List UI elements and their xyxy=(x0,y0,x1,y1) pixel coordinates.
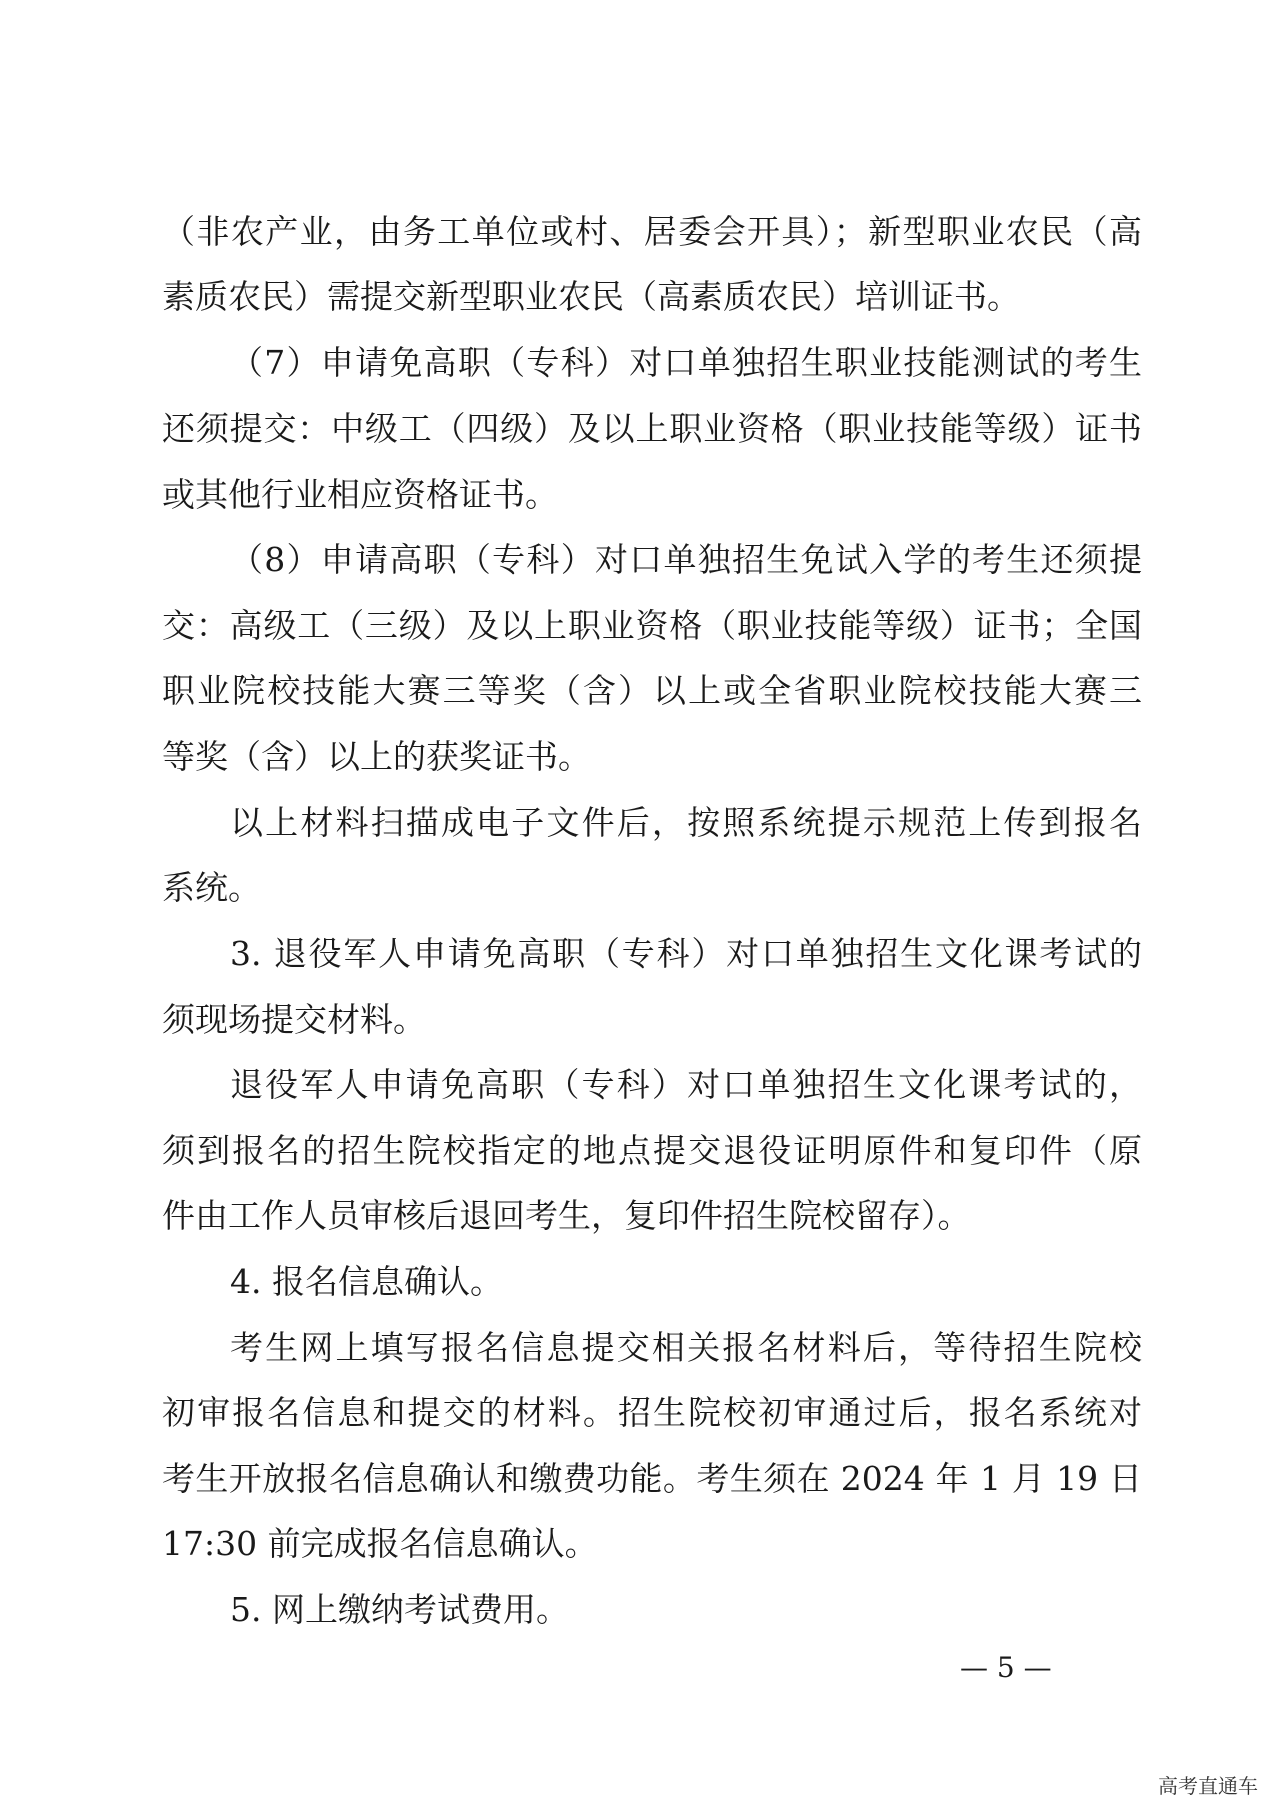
text-line: 或其他行业相应资格证书。 xyxy=(162,475,558,514)
text-line: 须到报名的招生院校指定的地点提交退役证明原件和复印件（原 xyxy=(162,1131,1142,1170)
text-line: 考生开放报名信息确认和缴费功能。考生须在 2024 年 1 月 19 日 xyxy=(162,1459,1142,1498)
text-line: （7）申请免高职（专科）对口单独招生职业技能测试的考生 xyxy=(230,343,1142,382)
text-line: 考生网上填写报名信息提交相关报名材料后，等待招生院校 xyxy=(230,1328,1142,1367)
text-line: 职业院校技能大赛三等奖（含）以上或全省职业院校技能大赛三 xyxy=(162,671,1142,710)
text-line: 3. 退役军人申请免高职（专科）对口单独招生文化课考试的 xyxy=(230,934,1142,973)
section-heading: 5. 网上缴纳考试费用。 xyxy=(230,1590,569,1629)
text-line: 初审报名信息和提交的材料。招生院校初审通过后，报名系统对 xyxy=(162,1393,1142,1432)
section-heading: 4. 报名信息确认。 xyxy=(230,1262,503,1301)
text-line: 系统。 xyxy=(162,868,261,907)
text-line: 以上材料扫描成电子文件后，按照系统提示规范上传到报名 xyxy=(230,803,1142,842)
text-line: 等奖（含）以上的获奖证书。 xyxy=(162,737,591,776)
text-line: 素质农民）需提交新型职业农民（高素质农民）培训证书。 xyxy=(162,277,1020,316)
text-line: 件由工作人员审核后退回考生，复印件招生院校留存）。 xyxy=(162,1196,971,1235)
text-line: 退役军人申请免高职（专科）对口单独招生文化课考试的， xyxy=(230,1065,1142,1104)
text-line: 还须提交：中级工（四级）及以上职业资格（职业技能等级）证书 xyxy=(162,409,1142,448)
text-line: （非农产业，由务工单位或村、居委会开具）；新型职业农民（高 xyxy=(162,212,1142,251)
page-number: — 5 — xyxy=(960,1651,1052,1684)
text-line: （8）申请高职（专科）对口单独招生免试入学的考生还须提 xyxy=(230,540,1142,579)
text-line: 17:30 前完成报名信息确认。 xyxy=(162,1524,598,1563)
watermark-text: 高考直通车 xyxy=(1158,1774,1258,1798)
text-line: 须现场提交材料。 xyxy=(162,1000,426,1039)
text-line: 交：高级工（三级）及以上职业资格（职业技能等级）证书；全国 xyxy=(162,606,1142,645)
